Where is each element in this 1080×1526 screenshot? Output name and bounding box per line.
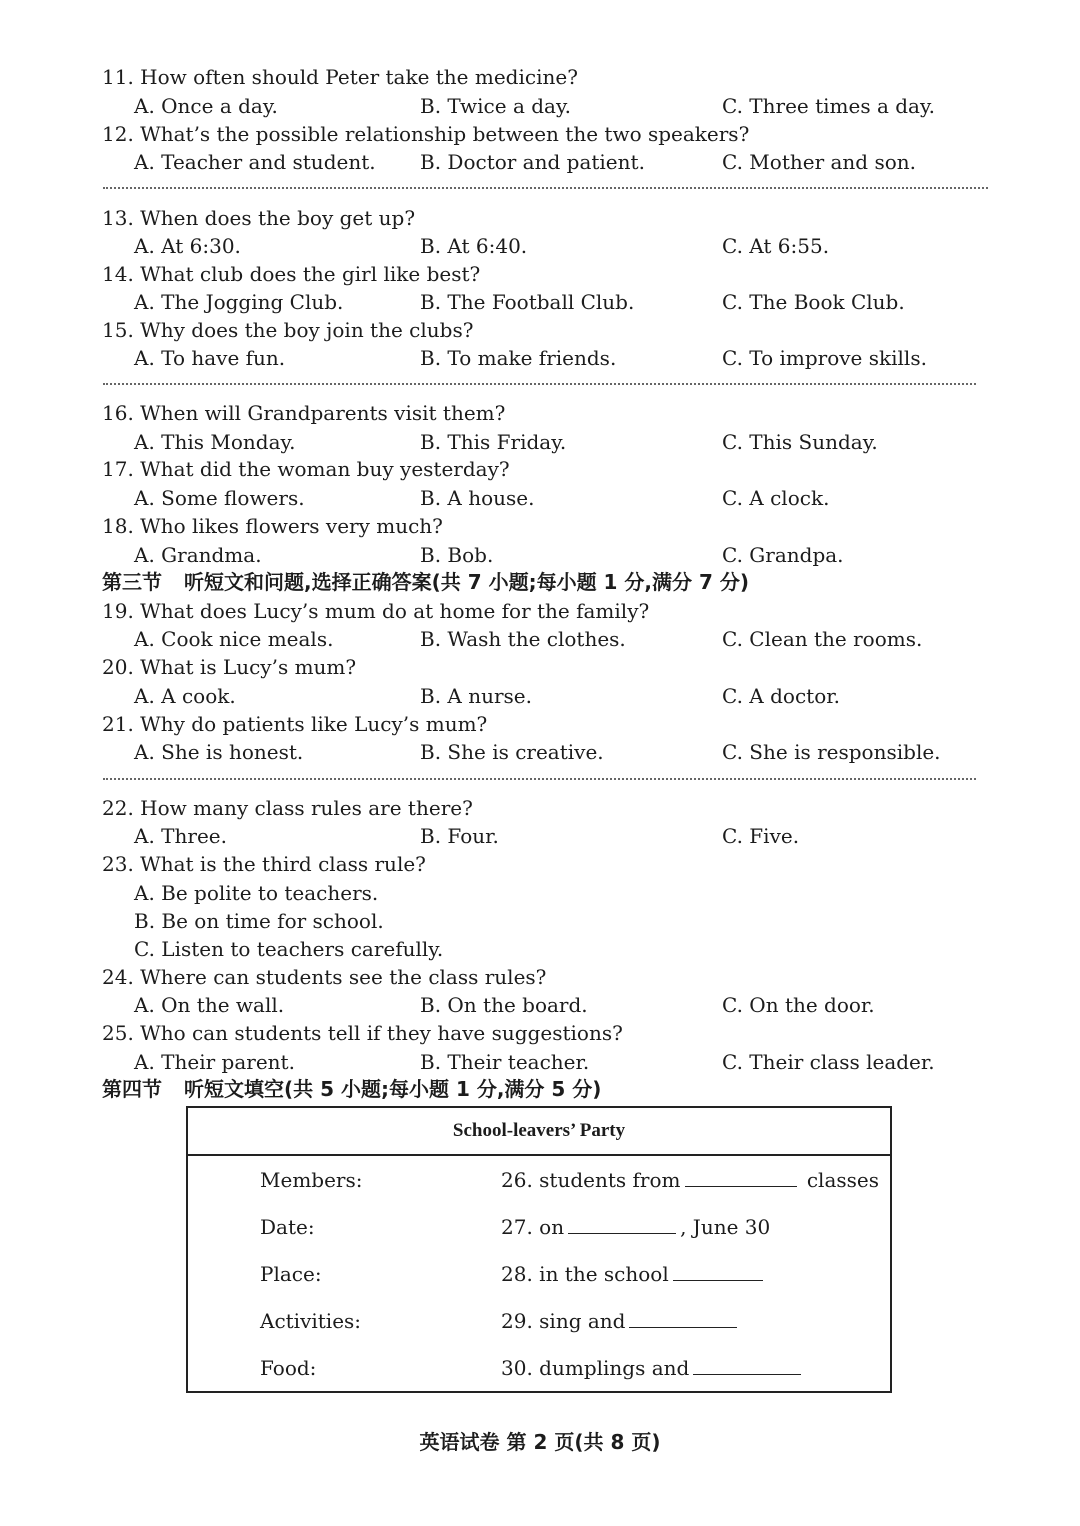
row-label: Members: — [260, 1167, 363, 1192]
option-17b: B. A house. — [420, 486, 535, 510]
question-22: 22. How many class rules are there? — [102, 796, 473, 820]
option-25c: C. Their class leader. — [722, 1050, 935, 1074]
option-25b: B. Their teacher. — [420, 1050, 590, 1074]
option-23b: B. Be on time for school. — [134, 909, 384, 933]
question-20: 20. What is Lucy’s mum? — [102, 655, 357, 679]
answer-blank-26[interactable] — [685, 1168, 797, 1187]
option-15b: B. To make friends. — [420, 346, 617, 370]
option-19c: C. Clean the rooms. — [722, 627, 923, 651]
option-16b: B. This Friday. — [420, 430, 567, 454]
question-12: 12. What’s the possible relationship between the two speakers? — [102, 122, 750, 146]
option-13a: A. At 6:30. — [134, 234, 241, 258]
row-content: 27. on , June 30 — [501, 1214, 771, 1239]
table-title: School-leavers’ Party — [187, 1107, 891, 1155]
option-25a: A. Their parent. — [134, 1050, 295, 1074]
dotted-separator — [103, 778, 976, 780]
option-12c: C. Mother and son. — [722, 150, 917, 174]
option-22a: A. Three. — [134, 824, 227, 848]
option-11a: A. Once a day. — [134, 94, 278, 118]
question-17: 17. What did the woman buy yesterday? — [102, 457, 510, 481]
option-18a: A. Grandma. — [134, 543, 262, 567]
row-label: Food: — [260, 1355, 317, 1380]
question-23: 23. What is the third class rule? — [102, 852, 426, 876]
row-label: Place: — [260, 1261, 322, 1286]
option-14c: C. The Book Club. — [722, 290, 905, 314]
option-24c: C. On the door. — [722, 993, 875, 1017]
option-14a: A. The Jogging Club. — [134, 290, 344, 314]
row-label: Date: — [260, 1214, 315, 1239]
row-content: 29. sing and — [431, 1297, 891, 1344]
option-12b: B. Doctor and patient. — [420, 150, 645, 174]
answer-blank-29[interactable] — [629, 1309, 737, 1328]
party-info-table — [186, 1106, 892, 1393]
option-17a: A. Some flowers. — [134, 486, 305, 510]
question-19: 19. What does Lucy’s mum do at home for the family? — [102, 599, 650, 623]
dotted-separator — [103, 383, 976, 385]
option-15a: A. To have fun. — [134, 346, 286, 370]
option-19a: A. Cook nice meals. — [134, 627, 334, 651]
row-content: 28. in the school — [431, 1250, 891, 1297]
option-14b: B. The Football Club. — [420, 290, 635, 314]
option-22c: C. Five. — [722, 824, 800, 848]
row-label: Activities: — [260, 1308, 362, 1333]
option-23a: A. Be polite to teachers. — [134, 881, 379, 905]
option-21b: B. She is creative. — [420, 740, 604, 764]
option-17c: C. A clock. — [722, 486, 830, 510]
option-20a: A. A cook. — [134, 684, 236, 708]
option-20b: B. A nurse. — [420, 684, 532, 708]
question-24: 24. Where can students see the class rules? — [102, 965, 547, 989]
section-4-heading: 第四节 听短文填空(共 5 小题;每小题 1 分,满分 5 分) — [102, 1077, 602, 1101]
option-11c: C. Three times a day. — [722, 94, 935, 118]
question-11: 11. How often should Peter take the medicine? — [102, 65, 578, 89]
question-21: 21. Why do patients like Lucy’s mum? — [102, 712, 488, 736]
table-row — [187, 1155, 891, 1203]
option-21c: C. She is responsible. — [722, 740, 941, 764]
table-row — [187, 1344, 891, 1392]
page-footer: 英语试卷 第 2 页(共 8 页) — [419, 1430, 661, 1454]
row-content: 26. students from classes — [501, 1167, 880, 1192]
option-24b: B. On the board. — [420, 993, 588, 1017]
answer-blank-30[interactable] — [693, 1356, 801, 1375]
option-18c: C. Grandpa. — [722, 543, 844, 567]
table-row — [187, 1250, 891, 1297]
question-14: 14. What club does the girl like best? — [102, 262, 481, 286]
option-16a: A. This Monday. — [134, 430, 296, 454]
table-row — [187, 1297, 891, 1344]
answer-blank-28[interactable] — [673, 1262, 763, 1281]
option-21a: A. She is honest. — [134, 740, 304, 764]
answer-blank-27[interactable] — [568, 1215, 676, 1234]
question-16: 16. When will Grandparents visit them? — [102, 401, 506, 425]
option-19b: B. Wash the clothes. — [420, 627, 626, 651]
option-16c: C. This Sunday. — [722, 430, 878, 454]
option-24a: A. On the wall. — [134, 993, 285, 1017]
option-15c: C. To improve skills. — [722, 346, 927, 370]
question-18: 18. Who likes flowers very much? — [102, 514, 443, 538]
option-12a: A. Teacher and student. — [134, 150, 376, 174]
option-20c: C. A doctor. — [722, 684, 840, 708]
option-13b: B. At 6:40. — [420, 234, 528, 258]
question-15: 15. Why does the boy join the clubs? — [102, 318, 474, 342]
option-18b: B. Bob. — [420, 543, 494, 567]
option-23c: C. Listen to teachers carefully. — [134, 937, 444, 961]
question-13: 13. When does the boy get up? — [102, 206, 416, 230]
question-25: 25. Who can students tell if they have suggestions? — [102, 1021, 623, 1045]
option-13c: C. At 6:55. — [722, 234, 830, 258]
option-11b: B. Twice a day. — [420, 94, 571, 118]
option-22b: B. Four. — [420, 824, 499, 848]
section-3-heading: 第三节 听短文和问题,选择正确答案(共 7 小题;每小题 1 分,满分 7 分) — [102, 570, 749, 594]
dotted-separator — [103, 187, 988, 189]
row-content: 30. dumplings and — [431, 1344, 891, 1392]
table-row — [187, 1203, 891, 1250]
